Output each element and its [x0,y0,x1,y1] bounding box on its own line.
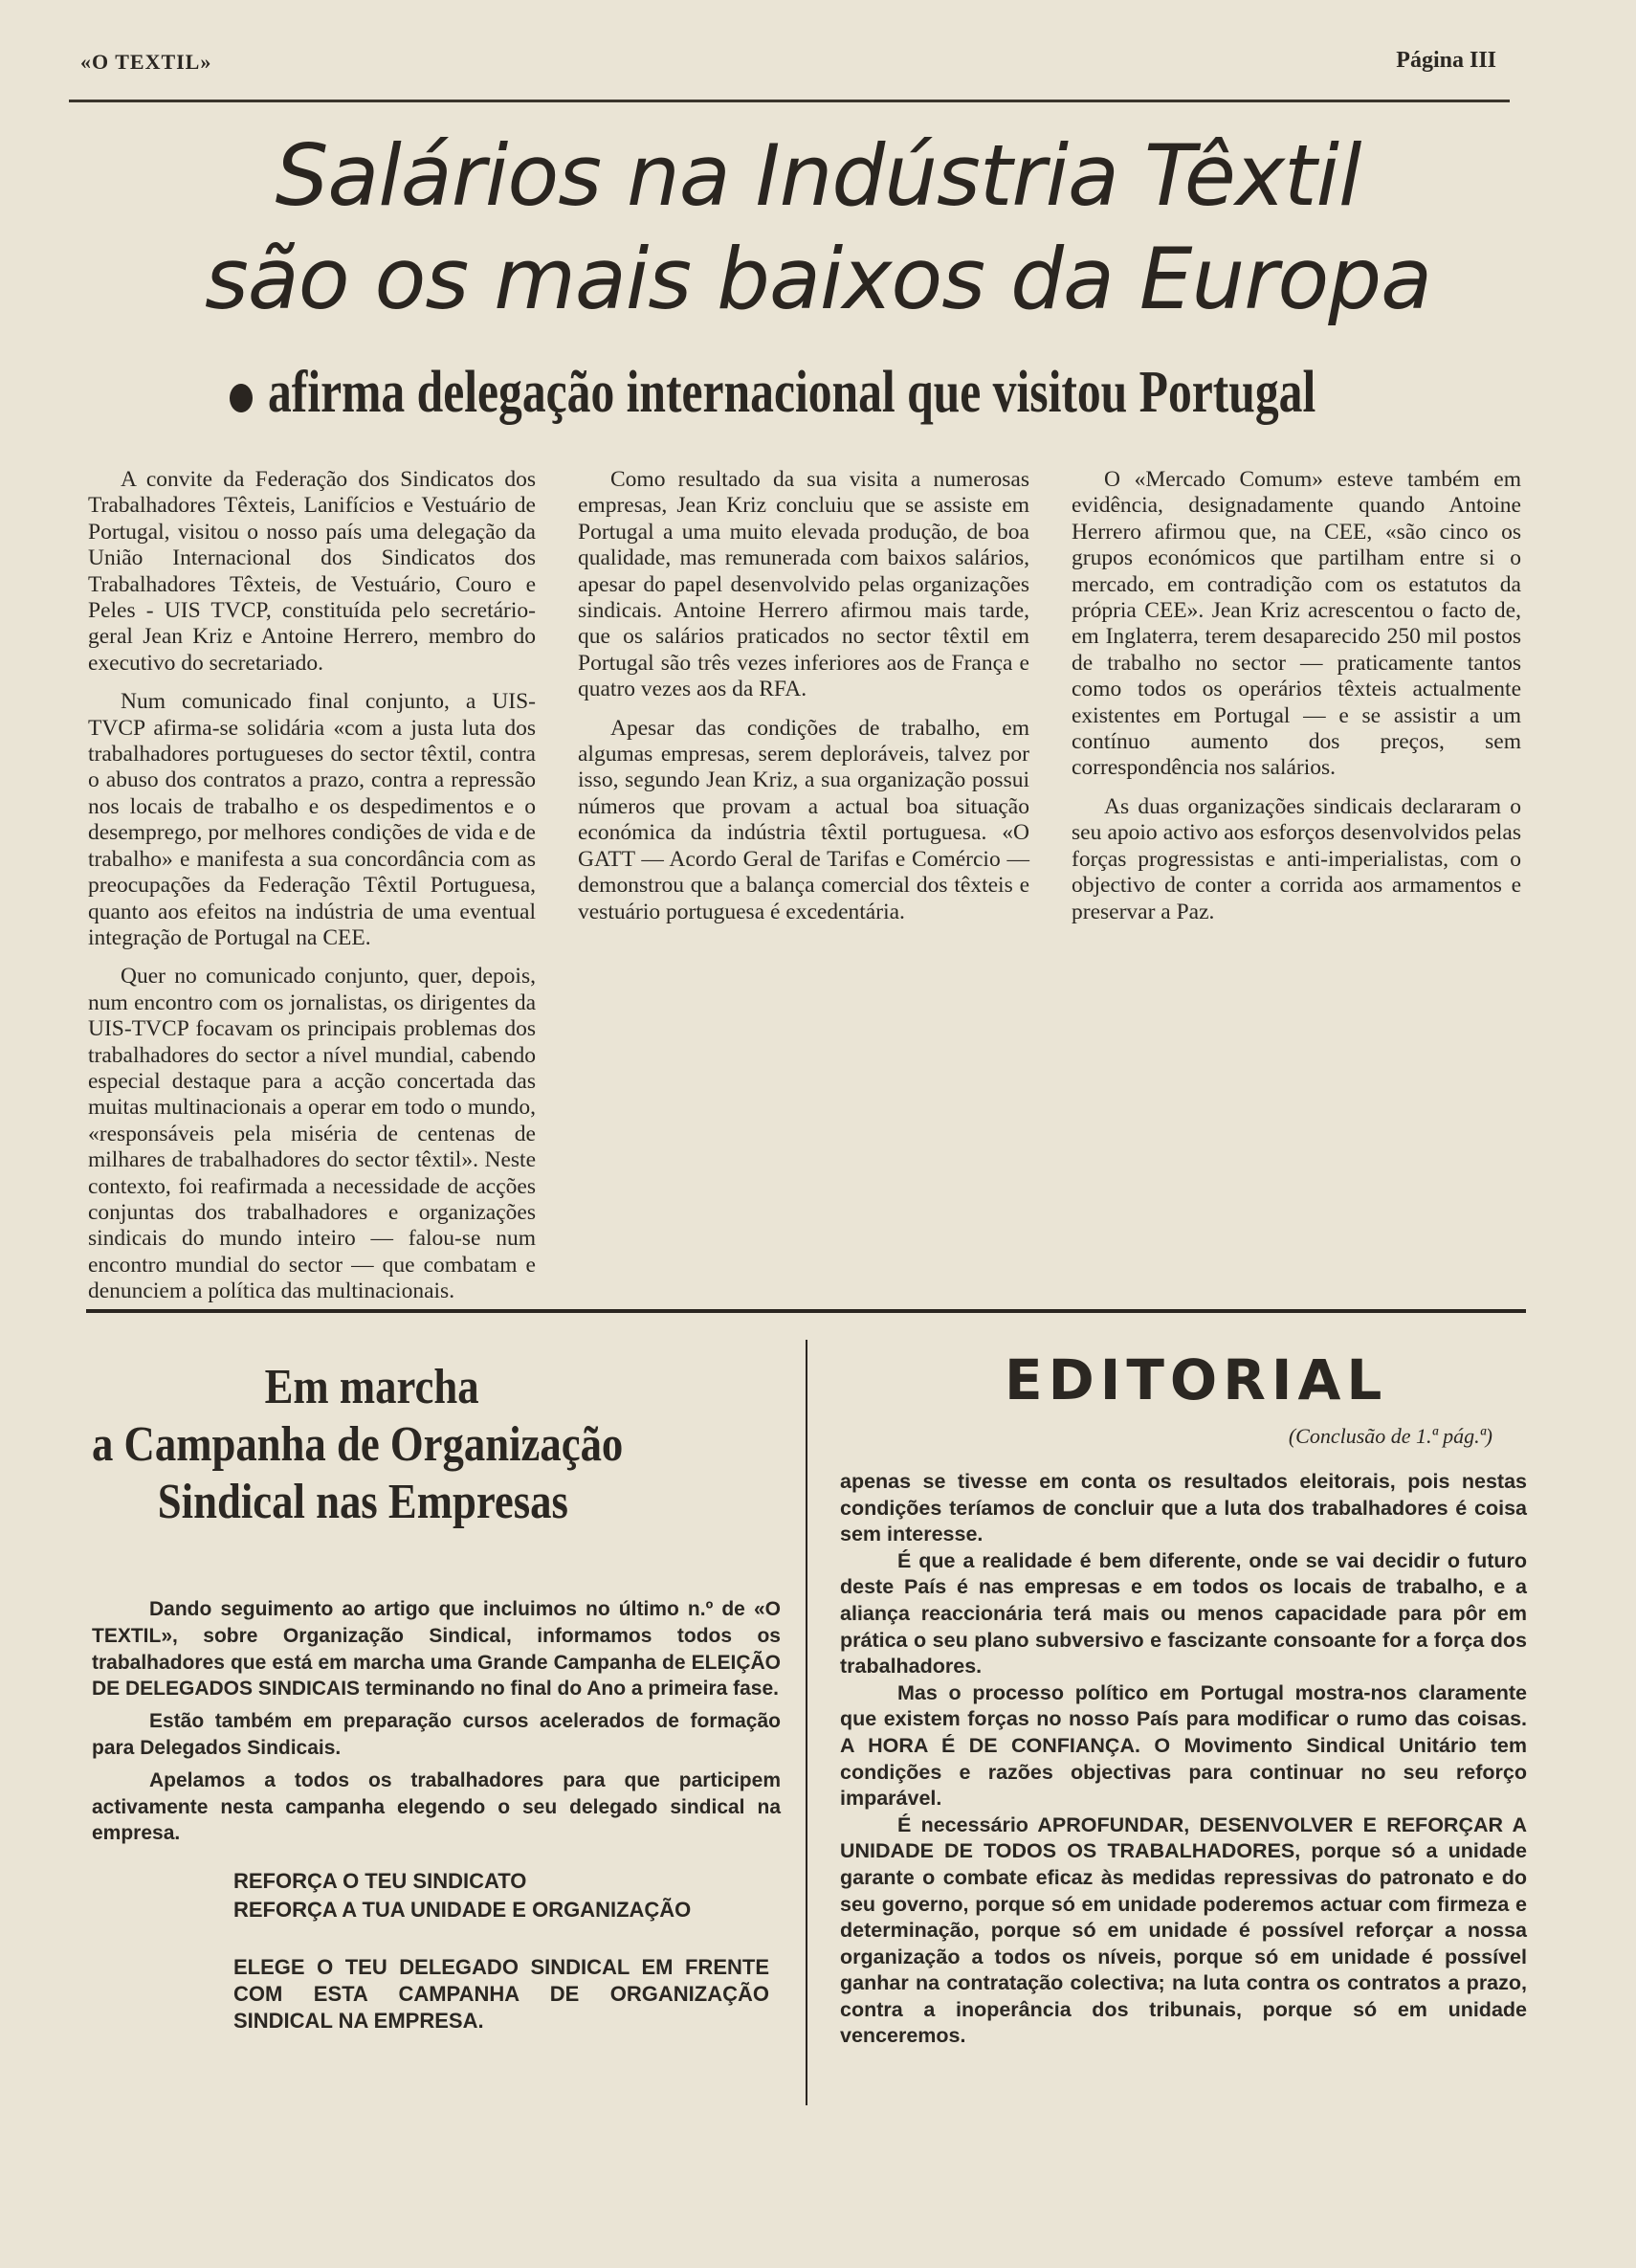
slogan: ELEGE O TEU DELEGADO SINDICAL EM FRENTE COM ESTA CAMPANHA DE ORGANIZAÇÃO SINDICAL NA EMPRESA. [233,1955,769,2034]
editorial-title: EDITORIAL [1005,1347,1388,1412]
campaign-paragraph: Estão também em preparação cursos acelerados de formação para Delegados Sindicais. [92,1710,781,1759]
campaign-paragraph: Apelamos a todos os trabalhadores para que participem activamente nesta campanha elegendo o seu delegado sindical na empresa. [92,1768,781,1845]
slogan: REFORÇA A TUA UNIDADE E ORGANIZAÇÃO [233,1898,692,1923]
headline-line-1: Salários na Indústria Têxtil [275,126,1361,225]
campaign-headline [92,1359,700,1531]
article-paragraph: A convite da Federação dos Sindicatos dos Trabalhadores Têxteis, Lanifícios e Vestuário de Portugal, visitou o nosso país uma delegação da União Internacional dos Sindicatos dos Trabalhadores Têxteis, de Vestuário, Couro e Peles - UIS TVCP, constituída pelo secretário-geral Jean Kriz e Antoine Herrero, membro do executivo do secretariado. [88,467,536,676]
editorial-paragraph: apenas se tivesse em conta os resultados eleitorais, pois nestas condições teríamos de concluir que a luta dos trabalhadores é coisa sem interesse. [840,1470,1527,1546]
main-headline [124,124,1512,331]
section-divider [86,1309,1526,1313]
campaign-headline-line-2: a Campanha de Organização [92,1417,624,1472]
subheadline [230,359,1316,426]
campaign-body [92,1596,781,2036]
slogan: REFORÇA O TEU SINDICATO [233,1869,527,1894]
headline-line-2: são os mais baixos da Europa [204,230,1432,328]
campaign-slogans [92,1868,769,2035]
article-paragraph: As duas organizações sindicais declararam o seu apoio activo aos esforços desenvolvidos pelas forças progressistas e anti-imperialistas, com o objectivo de conter a corrida aos armamentos e preservar a Paz. [1072,793,1521,924]
campaign-headline-line-3: Sindical nas Empresas [157,1475,568,1529]
article-column-2 [578,467,1029,938]
editorial-body [840,1469,1527,2050]
editorial-paragraph: Mas o processo político em Portugal mostra-nos claramente que existem forças no nosso País para modificar o rumo das coisas. A HORA É DE CONFIANÇA. O Movimento Sindical Unitário tem condições e razões objectivas para continuar no seu reforço imparável. [840,1680,1527,1811]
campaign-paragraph: Dando seguimento ao artigo que incluimos no último n.º de «O TEXTIL», sobre Organização Sindical, informamos todos os trabalhadores que está em marcha uma Grande Campanha de ELEIÇÃO DE DELEGADOS SINDICAIS terminando no final do Ano a primeira fase. [92,1598,781,1701]
article-paragraph: O «Mercado Comum» esteve também em evidência, designadamente quando Antoine Herrero afirmou que, na CEE, «são cinco os grupos económicos que partilham entre si o mercado, em contradição com os estatutos da própria CEE». Jean Kriz acrescentou o facto de, em Inglaterra, terem desaparecido 250 mil postos de trabalho no sector — praticamente tantos como todos os operários têxteis actualmente existentes em Portugal — e se assistir a um contínuo aumento dos preços, sem correspondência nos salários. [1072,467,1521,781]
article-paragraph: Quer no comunicado conjunto, quer, depois, num encontro com os jornalistas, os dirigentes da UIS-TVCP focavam os principais problemas dos trabalhadores do sector a nível mundial, cabendo especial destaque para a acção concertada das muitas multinacionais a operar em todo o mundo, «responsáveis pela miséria de centenas de milhares de trabalhadores do sector têxtil». Neste contexto, foi reafirmada a necessidade de acções conjuntas dos trabalhadores e organizações sindicais do mundo inteiro — falou-se num encontro mundial do sector — que combatam e denunciem a política das multinacionais. [88,964,536,1304]
bullet-icon [230,384,253,412]
editorial-paragraph: É que a realidade é bem diferente, onde se vai decidir o futuro deste País é nas empresas e em todos os locais de trabalho, e a aliança reaccionária terá mais ou menos capacidade para pôr em prática o seu plano subversivo e fascizante consoante for a força dos trabalhadores. [840,1548,1527,1679]
article-column-3 [1072,467,1521,938]
article-column-1 [88,467,536,1318]
subheadline-text: afirma delegação internacional que visitou Portugal [268,360,1316,425]
column-divider [806,1340,807,2105]
article-paragraph: Como resultado da sua visita a numerosas empresas, Jean Kriz concluiu que se assiste em Portugal a uma muito elevada produção, de boa qualidade, mas remunerada com baixos salários, apesar do papel desenvolvido pelas organizações sindicais. Antoine Herrero afirmou mais tarde, que os salários praticados no sector têxtil em Portugal são três vezes inferiores aos de França e quatro vezes aos da RFA. [578,467,1029,702]
editorial-continuation-note: (Conclusão de 1.ª pág.ª) [1288,1424,1492,1448]
publication-name: «O TEXTIL» [80,50,212,74]
article-paragraph: Apesar das condições de trabalho, em algumas empresas, serem deploráveis, talvez por isso, segundo Jean Kriz, a sua organização possui números que provam a actual boa situação económica da indústria têxtil portuguesa. «O GATT — Acordo Geral de Tarifas e Comércio — demonstrou que a balança comercial dos têxteis e vestuário portuguesa é excedentária. [578,715,1029,924]
editorial-paragraph: É necessário APROFUNDAR, DESENVOLVER E REFORÇAR A UNIDADE DE TODOS OS TRABALHADORES, porque só a unidade garante o combate eficaz às medidas repressivas do patronato e do seu governo, porque só em unidade poderemos actuar com firmeza e determinação, porque só em unidade é possível reforçar a nossa organização a todos os níveis, porque só em unidade é possível ganhar na contratação colectiva; na luta contra os contratos a prazo, contra a inoperância dos tribunais, porque só em unidade venceremos. [840,1812,1527,2048]
page-number: Página III [1396,48,1496,73]
running-header [69,42,1510,102]
campaign-headline-line-1: Em marcha [264,1360,479,1414]
article-paragraph: Num comunicado final conjunto, a UIS-TVCP afirma-se solidária «com a justa luta dos trabalhadores portugueses do sector têxtil, contra o abuso dos contratos a prazo, contra a repressão nos locais de trabalho e os despedimentos e o desemprego, por melhores condições de vida e de trabalho» e manifesta a sua concordância com as preocupações da Federação Têxtil Portuguesa, quanto aos efeitos na indústria de uma eventual integração de Portugal na CEE. [88,689,536,950]
